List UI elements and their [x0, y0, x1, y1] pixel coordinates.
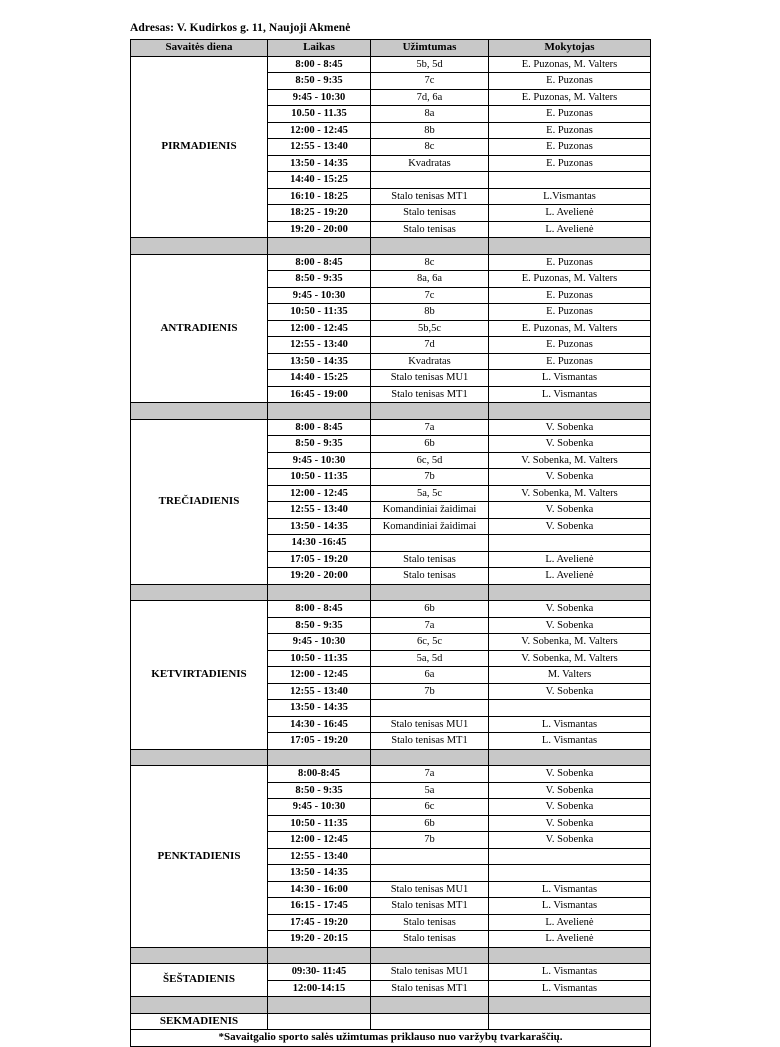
time-cell: 8:00-8:45 — [268, 766, 371, 783]
activity-cell: 8b — [371, 304, 489, 321]
activity-cell: Stalo tenisas — [371, 551, 489, 568]
time-cell: 12:00 - 12:45 — [268, 832, 371, 849]
activity-cell: Stalo tenisas — [371, 914, 489, 931]
activity-cell: Stalo tenisas MT1 — [371, 980, 489, 997]
teacher-cell: L. Vismantas — [489, 881, 651, 898]
activity-cell: 5a, 5d — [371, 650, 489, 667]
activity-cell: 6c, 5c — [371, 634, 489, 651]
teacher-cell: E. Puzonas — [489, 287, 651, 304]
column-header-0: Savaitės diena — [131, 40, 268, 57]
schedule-table-body — [131, 40, 651, 1047]
teacher-cell: V. Sobenka, M. Valters — [489, 485, 651, 502]
spacer-cell — [489, 584, 651, 601]
time-cell: 14:40 - 15:25 — [268, 172, 371, 189]
teacher-cell: E. Puzonas — [489, 122, 651, 139]
spacer-cell — [268, 749, 371, 766]
activity-cell — [371, 700, 489, 717]
spacer-cell — [131, 947, 268, 964]
spacer-cell — [131, 238, 268, 255]
spacer-cell — [489, 403, 651, 420]
teacher-cell: E. Puzonas, M. Valters — [489, 56, 651, 73]
teacher-cell: V. Sobenka — [489, 815, 651, 832]
teacher-cell: V. Sobenka, M. Valters — [489, 650, 651, 667]
teacher-cell: L. Avelienė — [489, 568, 651, 585]
address-line: Adresas: V. Kudirkos g. 11, Naujoji Akmenė — [130, 22, 351, 34]
teacher-cell: L. Vismantas — [489, 370, 651, 387]
teacher-cell: L. Avelienė — [489, 931, 651, 948]
teacher-cell: V. Sobenka — [489, 617, 651, 634]
table-header-row — [131, 40, 651, 57]
spacer-cell — [371, 947, 489, 964]
teacher-cell: V. Sobenka — [489, 799, 651, 816]
spacer-cell — [131, 403, 268, 420]
teacher-cell: L. Vismantas — [489, 898, 651, 915]
time-cell: 12:00 - 12:45 — [268, 320, 371, 337]
time-cell: 12:00 - 12:45 — [268, 667, 371, 684]
time-cell: 8:50 - 9:35 — [268, 271, 371, 288]
table-row — [131, 766, 651, 783]
time-cell: 8:00 - 8:45 — [268, 601, 371, 618]
time-cell: 12:00 - 12:45 — [268, 485, 371, 502]
time-cell: 8:00 - 8:45 — [268, 419, 371, 436]
time-cell: 19:20 - 20:15 — [268, 931, 371, 948]
time-cell: 12:55 - 13:40 — [268, 502, 371, 519]
time-cell: 9:45 - 10:30 — [268, 452, 371, 469]
table-row — [131, 964, 651, 981]
section-spacer-row — [131, 584, 651, 601]
teacher-cell — [489, 172, 651, 189]
teacher-cell — [489, 1013, 651, 1030]
column-header-1: Laikas — [268, 40, 371, 57]
time-cell: 8:00 - 8:45 — [268, 254, 371, 271]
activity-cell: 8c — [371, 139, 489, 156]
teacher-cell: E. Puzonas — [489, 337, 651, 354]
activity-cell: 6b — [371, 601, 489, 618]
teacher-cell: V. Sobenka, M. Valters — [489, 452, 651, 469]
activity-cell: 7b — [371, 469, 489, 486]
activity-cell: 7b — [371, 832, 489, 849]
teacher-cell: E. Puzonas, M. Valters — [489, 89, 651, 106]
teacher-cell: E. Puzonas, M. Valters — [489, 271, 651, 288]
activity-cell: Stalo tenisas — [371, 205, 489, 222]
teacher-cell: L. Avelienė — [489, 914, 651, 931]
activity-cell: 6c, 5d — [371, 452, 489, 469]
time-cell: 16:15 - 17:45 — [268, 898, 371, 915]
activity-cell: 7c — [371, 287, 489, 304]
teacher-cell: L. Avelienė — [489, 551, 651, 568]
spacer-cell — [268, 947, 371, 964]
teacher-cell: V. Sobenka — [489, 766, 651, 783]
time-cell: 12:55 - 13:40 — [268, 848, 371, 865]
table-row — [131, 419, 651, 436]
time-cell: 8:50 - 9:35 — [268, 617, 371, 634]
activity-cell: 6b — [371, 815, 489, 832]
spacer-cell — [268, 238, 371, 255]
teacher-cell: E. Puzonas — [489, 304, 651, 321]
teacher-cell — [489, 535, 651, 552]
teacher-cell: E. Puzonas, M. Valters — [489, 320, 651, 337]
teacher-cell: V. Sobenka — [489, 601, 651, 618]
spacer-cell — [371, 997, 489, 1014]
activity-cell: Stalo tenisas MT1 — [371, 386, 489, 403]
time-cell: 8:00 - 8:45 — [268, 56, 371, 73]
spacer-cell — [131, 584, 268, 601]
time-cell: 18:25 - 19:20 — [268, 205, 371, 222]
teacher-cell: E. Puzonas — [489, 73, 651, 90]
day-name-cell: KETVIRTADIENIS — [131, 601, 268, 750]
teacher-cell: V. Sobenka — [489, 436, 651, 453]
teacher-cell: L. Vismantas — [489, 964, 651, 981]
teacher-cell: E. Puzonas — [489, 353, 651, 370]
spacer-cell — [131, 997, 268, 1014]
time-cell: 17:05 - 19:20 — [268, 733, 371, 750]
time-cell: 17:05 - 19:20 — [268, 551, 371, 568]
time-cell: 13:50 - 14:35 — [268, 353, 371, 370]
spacer-cell — [268, 403, 371, 420]
day-name-cell: ANTRADIENIS — [131, 254, 268, 403]
activity-cell: Stalo tenisas — [371, 931, 489, 948]
teacher-cell: L. Vismantas — [489, 386, 651, 403]
time-cell: 9:45 - 10:30 — [268, 287, 371, 304]
spacer-cell — [371, 584, 489, 601]
teacher-cell: L. Vismantas — [489, 716, 651, 733]
time-cell: 8:50 - 9:35 — [268, 73, 371, 90]
time-cell: 14:40 - 15:25 — [268, 370, 371, 387]
activity-cell — [371, 1013, 489, 1030]
section-spacer-row — [131, 947, 651, 964]
time-cell: 12:00 - 12:45 — [268, 122, 371, 139]
teacher-cell: V. Sobenka — [489, 502, 651, 519]
time-cell: 9:45 - 10:30 — [268, 89, 371, 106]
activity-cell — [371, 535, 489, 552]
activity-cell: 7d — [371, 337, 489, 354]
spacer-cell — [131, 749, 268, 766]
activity-cell — [371, 172, 489, 189]
time-cell: 13:50 - 14:35 — [268, 155, 371, 172]
teacher-cell: L. Vismantas — [489, 733, 651, 750]
column-header-3: Mokytojas — [489, 40, 651, 57]
teacher-cell: V. Sobenka — [489, 832, 651, 849]
time-cell: 8:50 - 9:35 — [268, 782, 371, 799]
time-cell: 12:55 - 13:40 — [268, 683, 371, 700]
activity-cell: 5a — [371, 782, 489, 799]
activity-cell: 8c — [371, 254, 489, 271]
activity-cell: 8a — [371, 106, 489, 123]
time-cell: 16:10 - 18:25 — [268, 188, 371, 205]
day-name-cell: PENKTADIENIS — [131, 766, 268, 948]
day-name-cell: SEKMADIENIS — [131, 1013, 268, 1030]
spacer-cell — [489, 997, 651, 1014]
time-cell: 19:20 - 20:00 — [268, 221, 371, 238]
time-cell: 10:50 - 11:35 — [268, 304, 371, 321]
spacer-cell — [268, 997, 371, 1014]
activity-cell: 7d, 6a — [371, 89, 489, 106]
time-cell: 13:50 - 14:35 — [268, 518, 371, 535]
activity-cell: 6c — [371, 799, 489, 816]
teacher-cell: V. Sobenka — [489, 518, 651, 535]
teacher-cell: L. Vismantas — [489, 980, 651, 997]
teacher-cell: V. Sobenka — [489, 469, 651, 486]
activity-cell: 5b, 5d — [371, 56, 489, 73]
teacher-cell: M. Valters — [489, 667, 651, 684]
activity-cell: Kvadratas — [371, 353, 489, 370]
time-cell: 10.50 - 11.35 — [268, 106, 371, 123]
activity-cell: Stalo tenisas — [371, 221, 489, 238]
teacher-cell: L. Avelienė — [489, 221, 651, 238]
activity-cell: 7a — [371, 419, 489, 436]
spacer-cell — [371, 403, 489, 420]
time-cell: 19:20 - 20:00 — [268, 568, 371, 585]
time-cell: 13:50 - 14:35 — [268, 700, 371, 717]
teacher-cell — [489, 848, 651, 865]
section-spacer-row — [131, 238, 651, 255]
time-cell: 14:30 - 16:00 — [268, 881, 371, 898]
table-row — [131, 1013, 651, 1030]
teacher-cell — [489, 865, 651, 882]
teacher-cell: V. Sobenka — [489, 419, 651, 436]
spacer-cell — [371, 749, 489, 766]
section-spacer-row — [131, 997, 651, 1014]
time-cell: 16:45 - 19:00 — [268, 386, 371, 403]
table-row — [131, 254, 651, 271]
activity-cell — [371, 848, 489, 865]
time-cell: 9:45 - 10:30 — [268, 634, 371, 651]
activity-cell: Stalo tenisas MU1 — [371, 716, 489, 733]
time-cell: 13:50 - 14:35 — [268, 865, 371, 882]
teacher-cell: E. Puzonas — [489, 139, 651, 156]
teacher-cell: V. Sobenka — [489, 782, 651, 799]
activity-cell: Stalo tenisas MT1 — [371, 733, 489, 750]
day-name-cell: PIRMADIENIS — [131, 56, 268, 238]
time-cell — [268, 1013, 371, 1030]
spacer-cell — [489, 947, 651, 964]
teacher-cell: L. Avelienė — [489, 205, 651, 222]
activity-cell: 7a — [371, 617, 489, 634]
activity-cell: 6a — [371, 667, 489, 684]
activity-cell: 7c — [371, 73, 489, 90]
time-cell: 10:50 - 11:35 — [268, 815, 371, 832]
teacher-cell: E. Puzonas — [489, 254, 651, 271]
schedule-table — [130, 39, 651, 1047]
activity-cell — [371, 865, 489, 882]
time-cell: 9:45 - 10:30 — [268, 799, 371, 816]
time-cell: 14:30 - 16:45 — [268, 716, 371, 733]
teacher-cell — [489, 700, 651, 717]
activity-cell: 5a, 5c — [371, 485, 489, 502]
activity-cell: Komandiniai žaidimai — [371, 518, 489, 535]
spacer-cell — [489, 238, 651, 255]
time-cell: 8:50 - 9:35 — [268, 436, 371, 453]
teacher-cell: V. Sobenka — [489, 683, 651, 700]
activity-cell: Stalo tenisas MT1 — [371, 188, 489, 205]
activity-cell: 8b — [371, 122, 489, 139]
activity-cell: Stalo tenisas — [371, 568, 489, 585]
time-cell: 10:50 - 11:35 — [268, 650, 371, 667]
footer-note-row — [131, 1030, 651, 1047]
teacher-cell: E. Puzonas — [489, 106, 651, 123]
time-cell: 14:30 -16:45 — [268, 535, 371, 552]
activity-cell: Stalo tenisas MT1 — [371, 898, 489, 915]
activity-cell: 7a — [371, 766, 489, 783]
activity-cell: Komandiniai žaidimai — [371, 502, 489, 519]
teacher-cell: L.Vismantas — [489, 188, 651, 205]
section-spacer-row — [131, 749, 651, 766]
table-row — [131, 601, 651, 618]
teacher-cell: V. Sobenka, M. Valters — [489, 634, 651, 651]
section-spacer-row — [131, 403, 651, 420]
time-cell: 10:50 - 11:35 — [268, 469, 371, 486]
spacer-cell — [489, 749, 651, 766]
activity-cell: 8a, 6a — [371, 271, 489, 288]
column-header-2: Užimtumas — [371, 40, 489, 57]
time-cell: 09:30- 11:45 — [268, 964, 371, 981]
activity-cell: Stalo tenisas MU1 — [371, 370, 489, 387]
spacer-cell — [268, 584, 371, 601]
time-cell: 12:55 - 13:40 — [268, 139, 371, 156]
activity-cell: Stalo tenisas MU1 — [371, 964, 489, 981]
activity-cell: Kvadratas — [371, 155, 489, 172]
table-row — [131, 56, 651, 73]
time-cell: 12:00-14:15 — [268, 980, 371, 997]
day-name-cell: TREČIADIENIS — [131, 419, 268, 584]
activity-cell: 5b,5c — [371, 320, 489, 337]
spacer-cell — [371, 238, 489, 255]
day-name-cell: ŠEŠTADIENIS — [131, 964, 268, 997]
activity-cell: 6b — [371, 436, 489, 453]
teacher-cell: E. Puzonas — [489, 155, 651, 172]
activity-cell: Stalo tenisas MU1 — [371, 881, 489, 898]
time-cell: 12:55 - 13:40 — [268, 337, 371, 354]
footer-note: *Savaitgalio sporto salės užimtumas priklauso nuo varžybų tvarkaraščių. — [131, 1030, 651, 1047]
time-cell: 17:45 - 19:20 — [268, 914, 371, 931]
activity-cell: 7b — [371, 683, 489, 700]
